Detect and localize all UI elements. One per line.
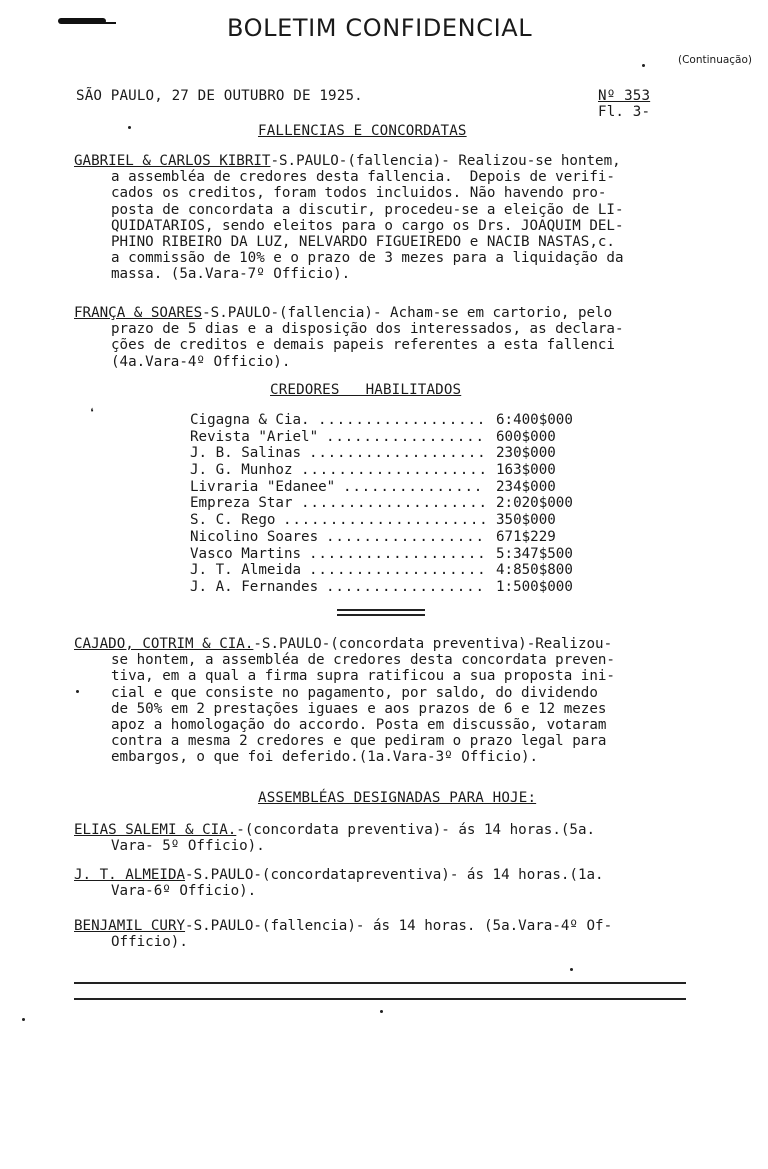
entry-line: ções de creditos e demais papeis referentes a esta fallenci (111, 337, 615, 354)
entry-line: -(concordata preventiva)- ás 14 horas.(5a. (236, 822, 596, 838)
entry-name: GABRIEL & CARLOS KIBRIT (74, 153, 271, 169)
bulletin-title: BOLETIM CONFIDENCIAL (227, 14, 533, 42)
scan-speck (22, 1018, 25, 1021)
entry-line: Officio). (111, 934, 188, 951)
entry-line: apoz a homologação do accordo. Posta em discussão, votaram (111, 717, 607, 734)
creditor-value: 350$000 (496, 512, 556, 529)
leader-dots: .................. (318, 412, 487, 428)
creditor-name: Cigagna & Cia. (190, 412, 310, 428)
separator-rule (337, 614, 425, 616)
entry-line: -S.PAULO-(concordata preventiva)-Realizou- (253, 636, 613, 652)
creditor-value: 230$000 (496, 445, 556, 462)
entry-line: -S.PAULO-(fallencia)- Realizou-se hontem, (270, 153, 621, 169)
assembly-jt-almeida (74, 867, 604, 899)
entry-line: -S.PAULO-(concordatapreventiva)- ás 14 horas.(1a. (185, 867, 604, 883)
entry-franca-soares (74, 305, 624, 370)
entry-name: J. T. ALMEIDA (74, 867, 186, 883)
creditor-name: S. C. Rego (190, 512, 276, 529)
entry-gabriel-kibrit (74, 153, 624, 283)
entry-name: ELIAS SALEMI & CIA. (74, 822, 237, 838)
entry-line: -S.PAULO-(fallencia)- Acham-se em cartorio, pelo (202, 305, 613, 321)
ink-mark-tail (100, 22, 116, 24)
scan-speck (642, 64, 645, 67)
scan-speck (380, 1010, 383, 1013)
sheet-number: Fl. 3- (598, 104, 651, 120)
entry-line: QUIDATARIOS, sendo eleitos para o cargo os Drs. JOAQUIM DEL- (111, 217, 624, 234)
creditor-row (190, 562, 610, 579)
creditor-value: 2:020$000 (496, 495, 573, 512)
creditor-value: 163$000 (496, 462, 556, 479)
creditor-name: J. G. Munhoz (190, 462, 293, 479)
date-line: SÃO PAULO, 27 DE OUTUBRO DE 1925. (76, 88, 363, 104)
entry-line: Vara- 5º Officio). (111, 838, 265, 855)
creditor-name: Vasco Martins (190, 545, 302, 562)
leader-dots: ................... (309, 562, 487, 579)
entry-line: posta de concordata a discutir, procedeu-se a eleição de LI- (111, 201, 624, 218)
entry-line: embargos, o que foi deferido.(1a.Vara-3º Officio). (111, 749, 539, 766)
creditor-row (190, 412, 610, 429)
creditor-value: 234$000 (496, 478, 556, 495)
entry-line: cial e que consiste no pagamento, por saldo, do dividendo (111, 684, 598, 701)
entry-line: prazo de 5 dias e a disposição dos interessados, as declara- (111, 321, 624, 338)
leader-dots: ................... (309, 445, 487, 462)
continuation-note: (Continuação) (678, 54, 753, 66)
creditor-name: J. A. Fernandes (190, 578, 319, 595)
separator-rule (337, 609, 425, 611)
entry-line: contra a mesma 2 credores e que pediram o prazo legal para (111, 733, 607, 750)
leader-dots: .................... (301, 462, 488, 479)
closing-rule (74, 998, 686, 1000)
creditor-row (190, 579, 610, 596)
creditor-row (190, 445, 610, 462)
closing-rule (74, 982, 686, 984)
ink-mark (58, 18, 106, 24)
leader-dots: ................. (326, 428, 485, 445)
entry-line: cados os creditos, foram todos incluidos. Não havendo pro- (111, 185, 607, 202)
entry-line: massa. (5a.Vara-7º Officio). (111, 266, 351, 283)
creditors-list (190, 412, 610, 596)
entry-line: tiva, em a qual a firma supra ratificou a sua proposta ini- (111, 668, 615, 685)
creditor-value: 671$229 (496, 528, 556, 545)
creditor-name: Revista "Ariel" (190, 428, 319, 445)
creditor-row (190, 546, 610, 563)
creditor-name: J. T. Almeida (190, 562, 302, 579)
creditor-value: 6:400$000 (496, 412, 573, 428)
creditor-row (190, 529, 610, 546)
entry-line: se hontem, a assembléa de credores desta concordata preven- (111, 652, 615, 669)
leader-dots: ................... (309, 545, 487, 562)
entry-line: Vara-6º Officio). (111, 883, 257, 900)
scan-speck (570, 968, 573, 971)
scan-speck (128, 126, 131, 129)
entry-line: PHINO RIBEIRO DA LUZ, NELVARDO FIGUEIREDO e NACIB NASTAS,c. (111, 234, 615, 251)
creditor-row (190, 429, 610, 446)
creditor-value: 4:850$800 (496, 562, 573, 579)
assemblies-title: ASSEMBLÉAS DESIGNADAS PARA HOJE: (258, 790, 537, 806)
assembly-elias-salemi (74, 822, 595, 854)
bulletin-number: Nº 353 (598, 88, 651, 104)
creditor-row (190, 462, 610, 479)
scan-speck (76, 690, 79, 693)
entry-line: a assembléa de credores desta fallencia. Depois de verifi- (111, 169, 615, 186)
entry-name: BENJAMIL CURY (74, 918, 186, 934)
creditor-name: J. B. Salinas (190, 445, 302, 462)
leader-dots: .................... (301, 495, 488, 512)
creditor-value: 5:347$500 (496, 545, 573, 562)
assembly-benjamil-cury (74, 918, 612, 950)
creditor-value: 1:500$000 (496, 578, 573, 595)
creditor-value: 600$000 (496, 428, 556, 445)
leader-dots: ................. (326, 578, 485, 595)
creditor-row (190, 495, 610, 512)
creditor-name: Livraria "Edanee" (190, 478, 336, 495)
leader-dots: ...................... (283, 512, 489, 529)
entry-line: a commissão de 10% e o prazo de 3 mezes para a liquidação da (111, 250, 624, 267)
leader-dots: ............... (343, 478, 484, 495)
creditor-name: Empreza Star (190, 495, 293, 512)
creditor-row (190, 479, 610, 496)
leader-dots: ................. (326, 528, 485, 545)
entry-name: CAJADO, COTRIM & CIA. (74, 636, 254, 652)
stray-mark: ❛ (88, 406, 97, 422)
creditor-name: Nicolino Soares (190, 528, 319, 545)
creditors-title: CREDORES HABILITADOS (270, 382, 462, 398)
section-title: FALLENCIAS E CONCORDATAS (258, 123, 467, 139)
entry-name: FRANÇA & SOARES (74, 305, 203, 321)
entry-cajado-cotrim (74, 636, 615, 766)
entry-line: de 50% em 2 prestações iguaes e aos prazos de 6 e 12 mezes (111, 700, 607, 717)
entry-line: -S.PAULO-(fallencia)- ás 14 horas. (5a.Vara-4º Of- (185, 918, 613, 934)
entry-line: (4a.Vara-4º Officio). (111, 353, 291, 370)
creditor-row (190, 512, 610, 529)
